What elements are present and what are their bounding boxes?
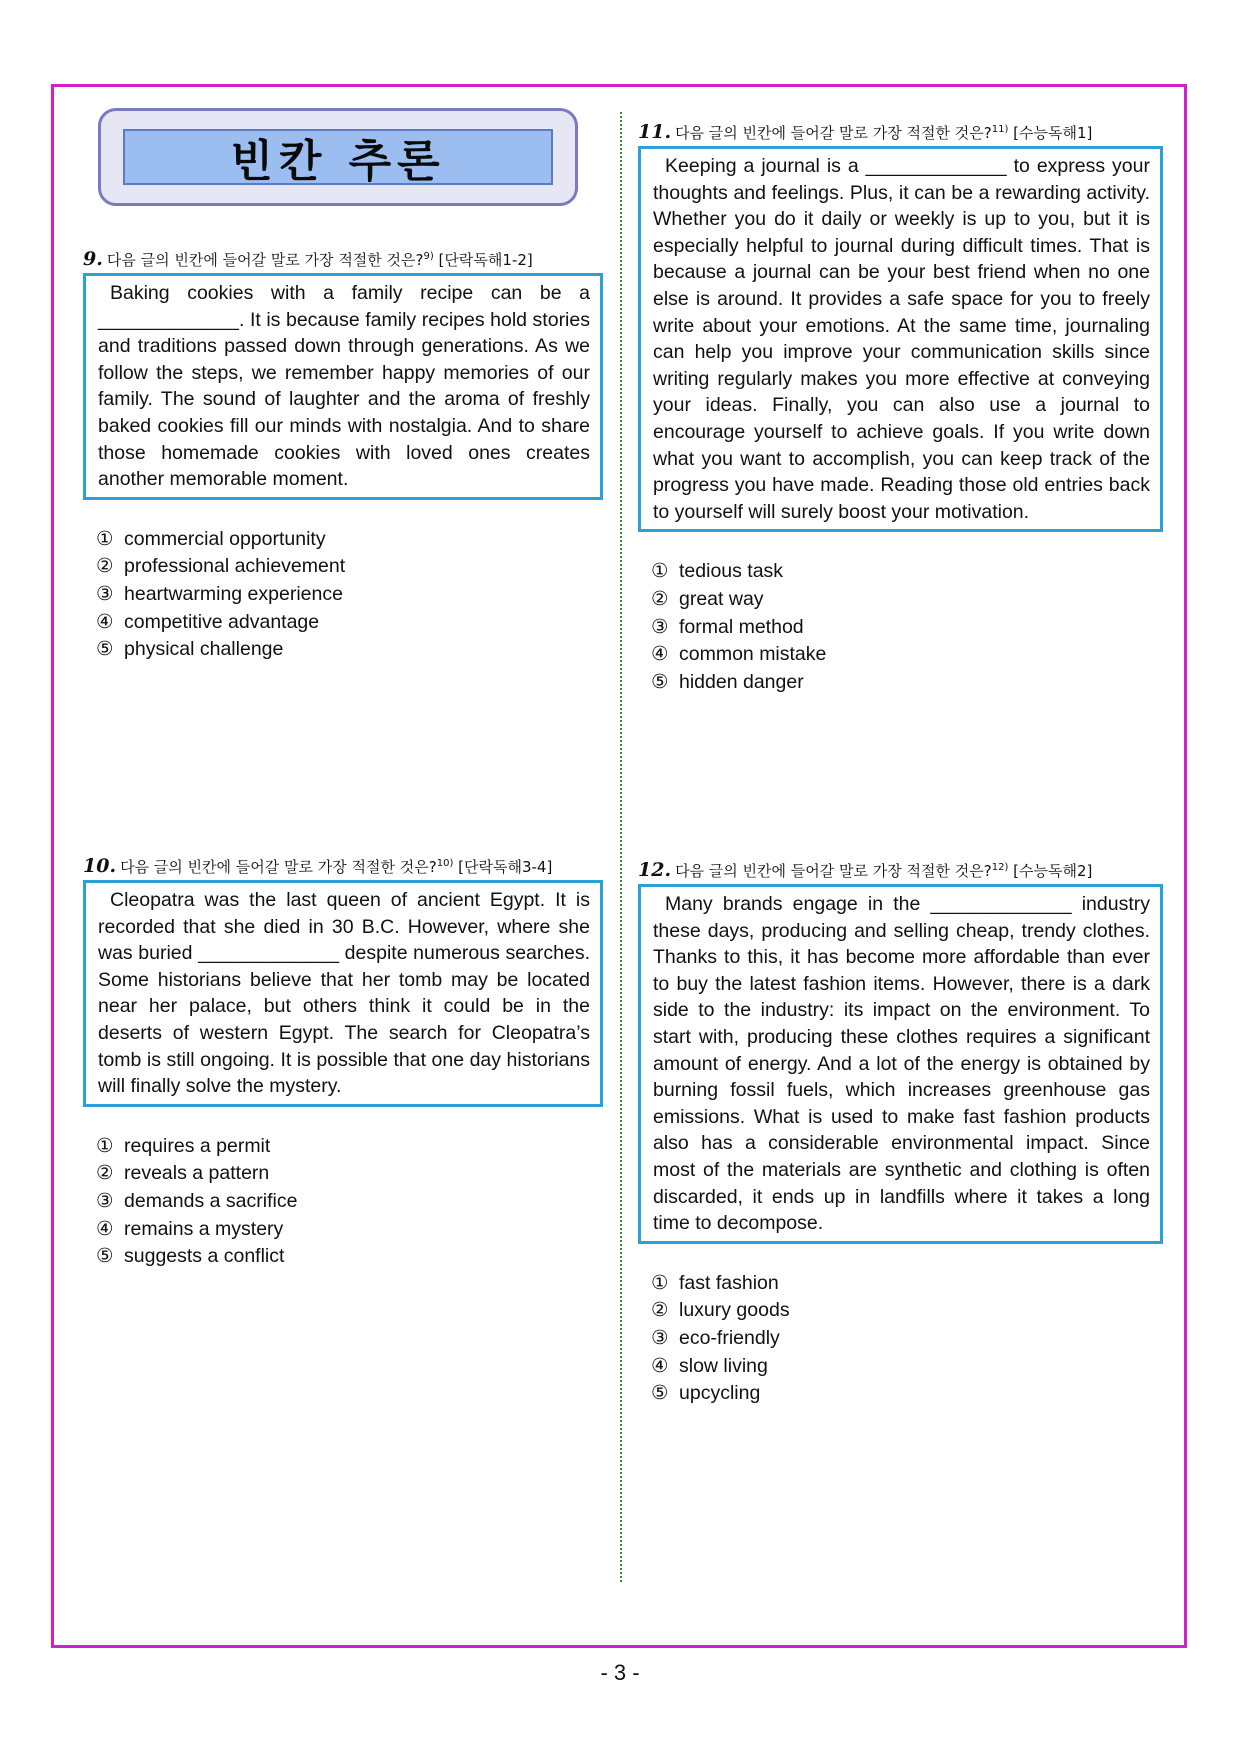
question-passage: Cleopatra was the last queen of ancient Egypt. It is recorded that she died in 30 B.C. However, where she was buried _____________ despite numerous searches. Some historians believe that her tomb may be located near her palace, but others think it could be in the deserts of western Egypt. The search for Cleopatra’s tomb is still ongoing. It is possible that one day historians will finally solve the mystery. (83, 880, 603, 1107)
option-mark: ⑤ (651, 670, 669, 693)
question-header (638, 856, 1163, 880)
option-mark: ④ (651, 1354, 669, 1377)
answer-option[interactable] (96, 609, 603, 637)
option-text: suggests a conflict (124, 1245, 285, 1268)
option-text: tedious task (679, 560, 784, 583)
answer-option[interactable] (651, 1270, 1163, 1298)
option-mark: ① (96, 527, 114, 550)
question-passage: Many brands engage in the _____________ industry these days, producing and selling cheap, trendy clothes. Thanks to this, it has become more affordable than ever to buy the latest fashion items. However, there is a dark side to the industry: its impact on the environment. To start with, producing these clothes requires a significant amount of energy. And a lot of the energy is obtained by burning fossil fuels, which increases greenhouse gas emissions. What is used to make fast fashion products also has a considerable environmental impact. Since most of the materials are synthetic and clothing is often discarded, it ends up in landfills where it takes a long time to decompose. (638, 884, 1163, 1244)
question-footnote: 10) (436, 858, 454, 869)
question-footnote: 12) (991, 862, 1009, 873)
question-passage: Baking cookies with a family recipe can be a _____________. It is because family recipes hold stories and traditions passed down through generations. As we follow the steps, we remember happy memories of our family. The sound of laughter and the aroma of freshly baked cookies fill our minds with nostalgia. And to share those homemade cookies with loved ones creates another memorable moment. (83, 273, 603, 500)
question-header (83, 852, 603, 876)
answer-option[interactable] (96, 581, 603, 609)
option-text: luxury goods (679, 1299, 790, 1322)
option-text: reveals a pattern (124, 1162, 270, 1185)
option-text: physical challenge (124, 638, 284, 661)
option-text: formal method (679, 615, 804, 638)
option-mark: ② (96, 1162, 114, 1185)
answer-option[interactable] (96, 1243, 603, 1271)
question-10 (83, 852, 603, 1271)
option-text: fast fashion (679, 1271, 779, 1294)
question-number: 10. (83, 855, 117, 877)
answer-option[interactable] (651, 586, 1163, 614)
option-mark: ② (96, 555, 114, 578)
answer-option[interactable] (651, 1297, 1163, 1325)
option-mark: ③ (651, 615, 669, 638)
question-11 (638, 118, 1163, 696)
option-text: demands a sacrifice (124, 1189, 298, 1212)
answer-option[interactable] (96, 526, 603, 554)
option-mark: ③ (651, 1326, 669, 1349)
option-mark: ④ (96, 610, 114, 633)
page-number: - 3 - (600, 1660, 640, 1685)
option-text: heartwarming experience (124, 582, 343, 605)
answer-option[interactable] (96, 553, 603, 581)
question-prompt: 다음 글의 빈칸에 들어갈 말로 가장 적절한 것은? (675, 862, 992, 880)
question-12 (638, 856, 1163, 1408)
option-mark: ③ (96, 1189, 114, 1212)
question-source-tag: [수능독해2] (1013, 862, 1093, 880)
answer-option[interactable] (651, 558, 1163, 586)
answer-option[interactable] (96, 636, 603, 664)
option-text: remains a mystery (124, 1217, 284, 1240)
answer-options (83, 526, 603, 664)
question-footnote: 9) (423, 251, 434, 262)
question-number: 12. (638, 859, 672, 881)
answer-option[interactable] (651, 1353, 1163, 1381)
question-source-tag: [단락독해1-2] (438, 251, 533, 269)
section-title-banner (98, 108, 578, 206)
question-prompt: 다음 글의 빈칸에 들어갈 말로 가장 적절한 것은? (120, 858, 437, 876)
question-passage: Keeping a journal is a _____________ to express your thoughts and feelings. Plus, it can be a rewarding activity. Whether you do it daily or weekly is up to you, but it is especially helpful to journal during difficult times. That is because a journal can be your best friend when no one else is around. It provides a safe space for you to freely write about your emotions. At the same time, journaling can help you improve your communication skills since writing regularly makes you more effective at conveying your ideas. Finally, you can also use a journal to encourage yourself to achieve goals. If you write down what you want to accomplish, you can keep track of the progress you have made. Reading those old entries back to yourself will surely boost your motivation. (638, 146, 1163, 532)
option-text: common mistake (679, 643, 827, 666)
answer-option[interactable] (651, 1380, 1163, 1408)
option-mark: ⑤ (96, 638, 114, 661)
answer-option[interactable] (96, 1216, 603, 1244)
option-mark: ① (651, 1271, 669, 1294)
option-mark: ② (651, 1299, 669, 1322)
option-mark: ③ (96, 582, 114, 605)
question-header (638, 118, 1163, 142)
answer-option[interactable] (96, 1188, 603, 1216)
question-header (83, 245, 603, 269)
option-text: upcycling (679, 1382, 761, 1405)
question-footnote: 11) (991, 124, 1009, 135)
option-text: hidden danger (679, 670, 804, 693)
answer-option[interactable] (651, 1325, 1163, 1353)
answer-options (83, 1133, 603, 1271)
option-mark: ① (651, 560, 669, 583)
answer-options (638, 558, 1163, 696)
answer-option[interactable] (96, 1160, 603, 1188)
column-divider (620, 112, 622, 1582)
answer-option[interactable] (96, 1133, 603, 1161)
option-mark: ① (96, 1134, 114, 1157)
answer-options (638, 1270, 1163, 1408)
option-text: commercial opportunity (124, 527, 326, 550)
question-source-tag: [단락독해3-4] (458, 858, 553, 876)
option-mark: ② (651, 587, 669, 610)
section-title: 빈칸 추론 (230, 136, 446, 187)
option-text: professional achievement (124, 555, 346, 578)
section-title-inner (123, 129, 553, 185)
option-text: great way (679, 587, 764, 610)
option-text: requires a permit (124, 1134, 271, 1157)
question-prompt: 다음 글의 빈칸에 들어갈 말로 가장 적절한 것은? (106, 251, 424, 269)
option-mark: ⑤ (651, 1382, 669, 1405)
answer-option[interactable] (651, 614, 1163, 642)
option-mark: ⑤ (96, 1245, 114, 1268)
answer-option[interactable] (651, 641, 1163, 669)
question-9 (83, 245, 603, 664)
question-number: 9. (83, 248, 103, 270)
answer-option[interactable] (651, 669, 1163, 697)
question-prompt: 다음 글의 빈칸에 들어갈 말로 가장 적절한 것은? (675, 124, 992, 142)
option-text: competitive advantage (124, 610, 320, 633)
question-number: 11. (638, 121, 672, 143)
option-text: eco-friendly (679, 1326, 780, 1349)
question-source-tag: [수능독해1] (1013, 124, 1093, 142)
option-mark: ④ (651, 643, 669, 666)
option-text: slow living (679, 1354, 768, 1377)
option-mark: ④ (96, 1217, 114, 1240)
